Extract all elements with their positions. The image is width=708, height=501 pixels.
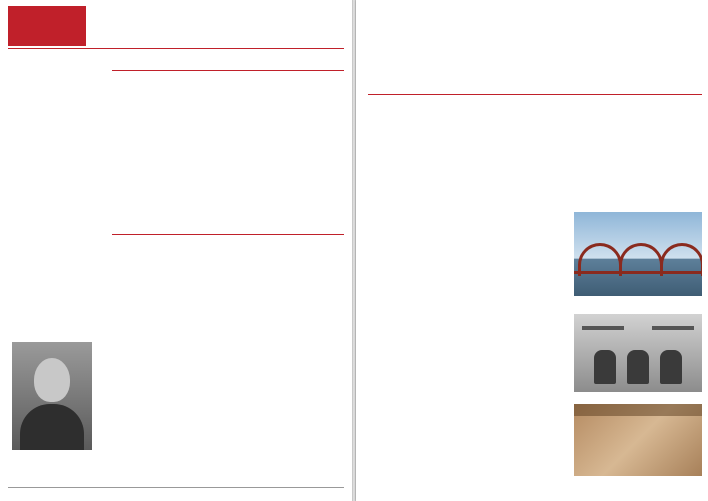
section-heading [112, 68, 344, 71]
section-body [368, 110, 568, 480]
section-heading [368, 92, 702, 95]
right-page [356, 0, 708, 501]
cantilever-model-photo [574, 314, 702, 392]
section-body [368, 36, 702, 76]
banknote-photo [574, 404, 702, 476]
section-body [112, 198, 344, 228]
bridge-photo [574, 212, 702, 296]
left-page [0, 0, 352, 501]
portrait-photo [12, 342, 92, 450]
running-header [8, 6, 86, 46]
section-heading [112, 232, 344, 235]
header-rule [8, 48, 344, 49]
section-body [112, 250, 344, 480]
section-body [112, 84, 344, 196]
footer-rule [8, 487, 344, 488]
